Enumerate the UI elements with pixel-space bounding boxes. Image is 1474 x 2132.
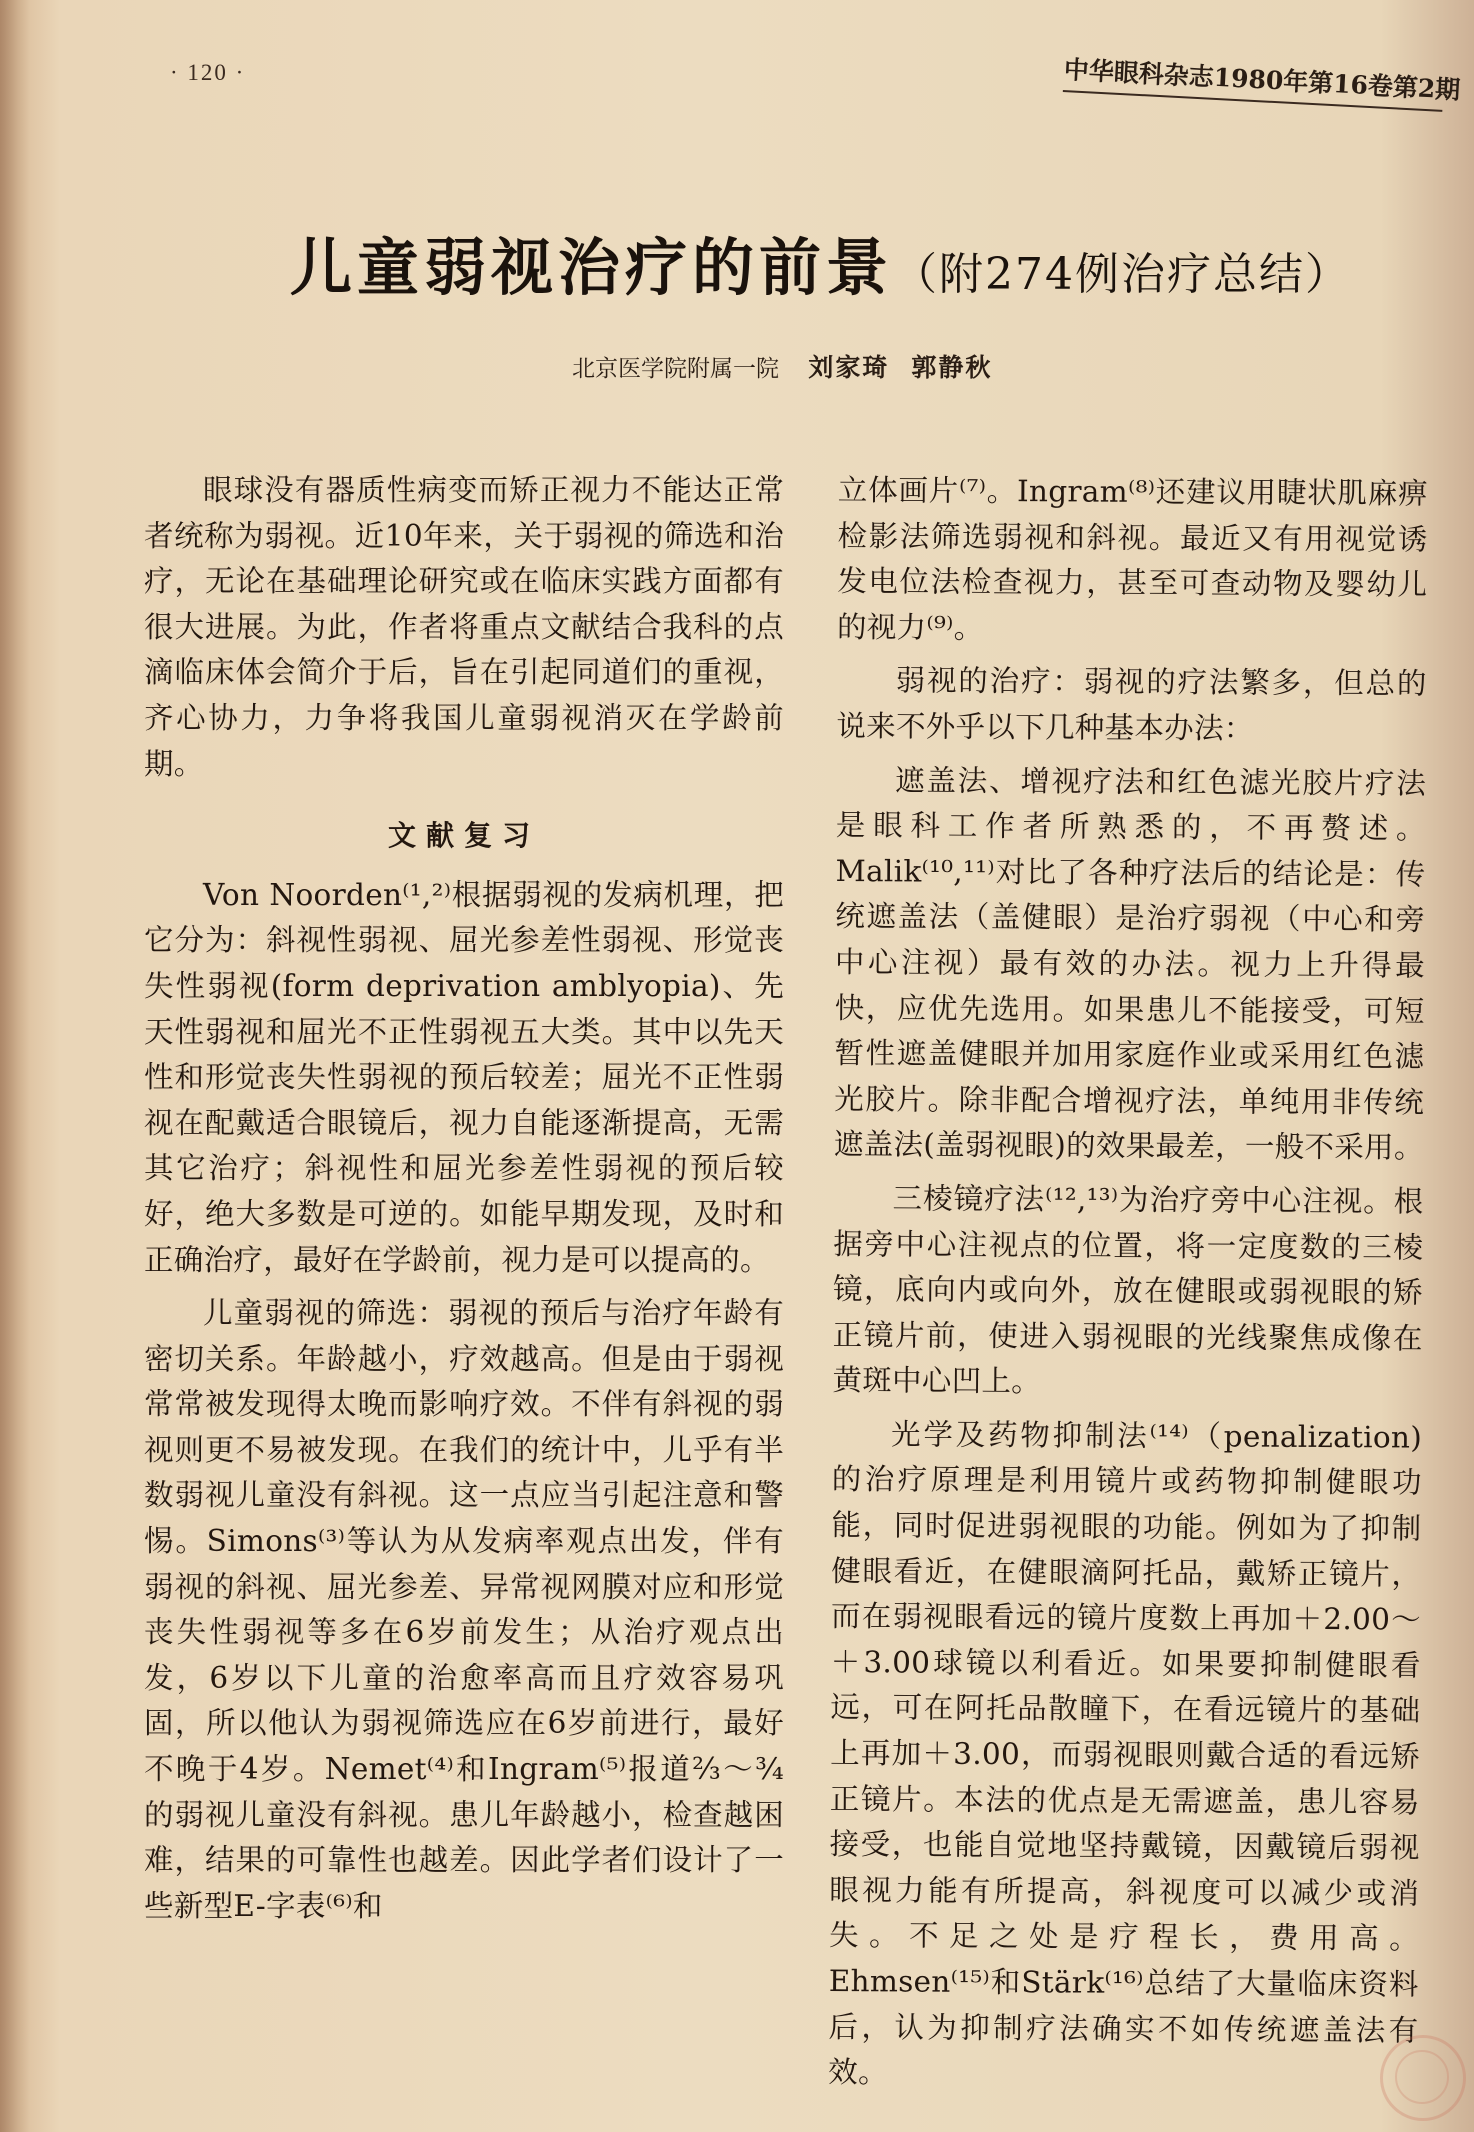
section-heading: 文献复习: [387, 819, 540, 853]
intro-paragraph: 眼球没有器质性病变而矫正视力不能达正常者统称为弱视。近10年来，关于弱视的筛选和治疗，无论在基础理论研究或在临床实践方面都有很大进展。为此，作者将重点文献结合我科的点滴临床体会简介于后，旨在引起同道们的重视，齐心协力，力争将我国儿童弱视消灭在学龄前期。: [144, 473, 784, 781]
body-paragraph: Von Noorden⁽¹,²⁾根据弱视的发病机理，把它分为：斜视性弱视、屈光参差性弱视、形觉丧失性弱视(form deprivation amblyopia)、先天性弱视和屈光不正性弱视五大类。其中以先天性和形觉丧失性弱视的预后较差；屈光不正性弱视在配戴适合眼镜后，视力自能逐渐提高，无需其它治疗；斜视性和屈光参差性弱视的预后较好，绝大多数是可逆的。如能早期发现，及时和正确治疗，最好在学龄前，视力是可以提高的。: [144, 877, 784, 1277]
library-stamp-seal: [1380, 2035, 1466, 2121]
body-paragraph: 弱视的治疗：弱视的疗法繁多，但总的说来不外乎以下几种基本办法：: [836, 663, 1427, 746]
byline: [572, 348, 992, 384]
body-paragraph: 三棱镜疗法⁽¹²,¹³⁾为治疗旁中心注视。根据旁中心注视点的位置，将一定度数的三棱镜，底向内或向外，放在健眼或弱视眼的矫正镜片前，使进入弱视眼的光线聚焦成像在黄斑中心凹上。: [832, 1181, 1424, 1399]
right-text-column: [828, 468, 1428, 2107]
author-list: [808, 353, 992, 382]
left-text-column: [144, 468, 784, 1937]
author-name: 刘家琦: [808, 353, 890, 382]
journal-running-header: 中华眼科杂志1980年第16卷第2期: [1063, 50, 1445, 112]
body-paragraph: 立体画片⁽⁷⁾。Ingram⁽⁸⁾还建议用睫状肌麻痹检影法筛选弱视和斜视。最近又有用视觉诱发电位法检查视力，甚至可查动物及婴幼儿的视力⁽⁹⁾。: [836, 472, 1428, 645]
body-paragraph: 遮盖法、增视疗法和红色滤光胶片疗法是眼科工作者所熟悉的，不再赘述。Malik⁽¹⁰,¹¹⁾对比了各种疗法后的结论是：传统遮盖法（盖健眼）是治疗弱视（中心和旁中心注视）最有效的办法。视力上升得最快，应优先选用。如果患儿不能接受，可短暂性遮盖健眼并加用家庭作业或采用红色滤光胶片。除非配合增视疗法，单纯用非传统遮盖法(盖弱视眼)的效果最差，一般不采用。: [833, 762, 1427, 1165]
body-paragraph: 儿童弱视的筛选：弱视的预后与治疗年龄有密切关系。年龄越小，疗效越高。但是由于弱视常常被发现得太晚而影响疗效。不伴有斜视的弱视则更不易被发现。在我们的统计中，儿乎有半数弱视儿童没有斜视。这一点应当引起注意和警惕。Simons⁽³⁾等认为从发病率观点出发，伴有弱视的斜视、屈光参差、异常视网膜对应和形觉丧失性弱视等多在6岁前发生；从治疗观点出发，6岁以下儿童的治愈率高而且疗效容易巩固，所以他认为弱视筛选应在6岁前进行，最好不晚于4岁。Nemet⁽⁴⁾和Ingram⁽⁵⁾报道⅔～¾的弱视儿童没有斜视。患儿年龄越小，检查越困难，结果的可靠性也越差。因此学者们设计了一些新型E-字表⁽⁶⁾和: [144, 1296, 784, 1923]
author-name: 郭静秋: [911, 353, 993, 382]
page-number: · 120 ·: [170, 60, 246, 85]
page-gutter-shadow: [0, 0, 30, 2132]
article-title-main: 儿童弱视治疗的前景: [290, 231, 894, 304]
affiliation: 北京医学院附属一院: [572, 356, 779, 382]
article-title: [290, 218, 1390, 307]
body-paragraph: 光学及药物抑制法⁽¹⁴⁾（penalization)的治疗原理是利用镜片或药物抑制健眼功能，同时促进弱视眼的功能。例如为了抑制健眼看近，在健眼滴阿托品，戴矫正镜片，而在弱视眼看远的镜片度数上再加＋2.00～＋3.00球镜以利看近。如果要抑制健眼看远，可在阿托品散瞳下，在看远镜片的基础上再加＋3.00，而弱视眼则戴合适的看远矫正镜片。本法的优点是无需遮盖，患儿容易接受，也能自觉地坚持戴镜，因戴镜后弱视眼视力能有所提高，斜视度可以减少或消失。不足之处是疗程长，费用高。Ehmsen⁽¹⁵⁾和Stärk⁽¹⁶⁾总结了大量临床资料后，认为抑制疗法确实不如传统遮盖法有效。: [828, 1417, 1423, 2090]
article-title-subtitle: （附274例治疗总结）: [893, 249, 1351, 300]
